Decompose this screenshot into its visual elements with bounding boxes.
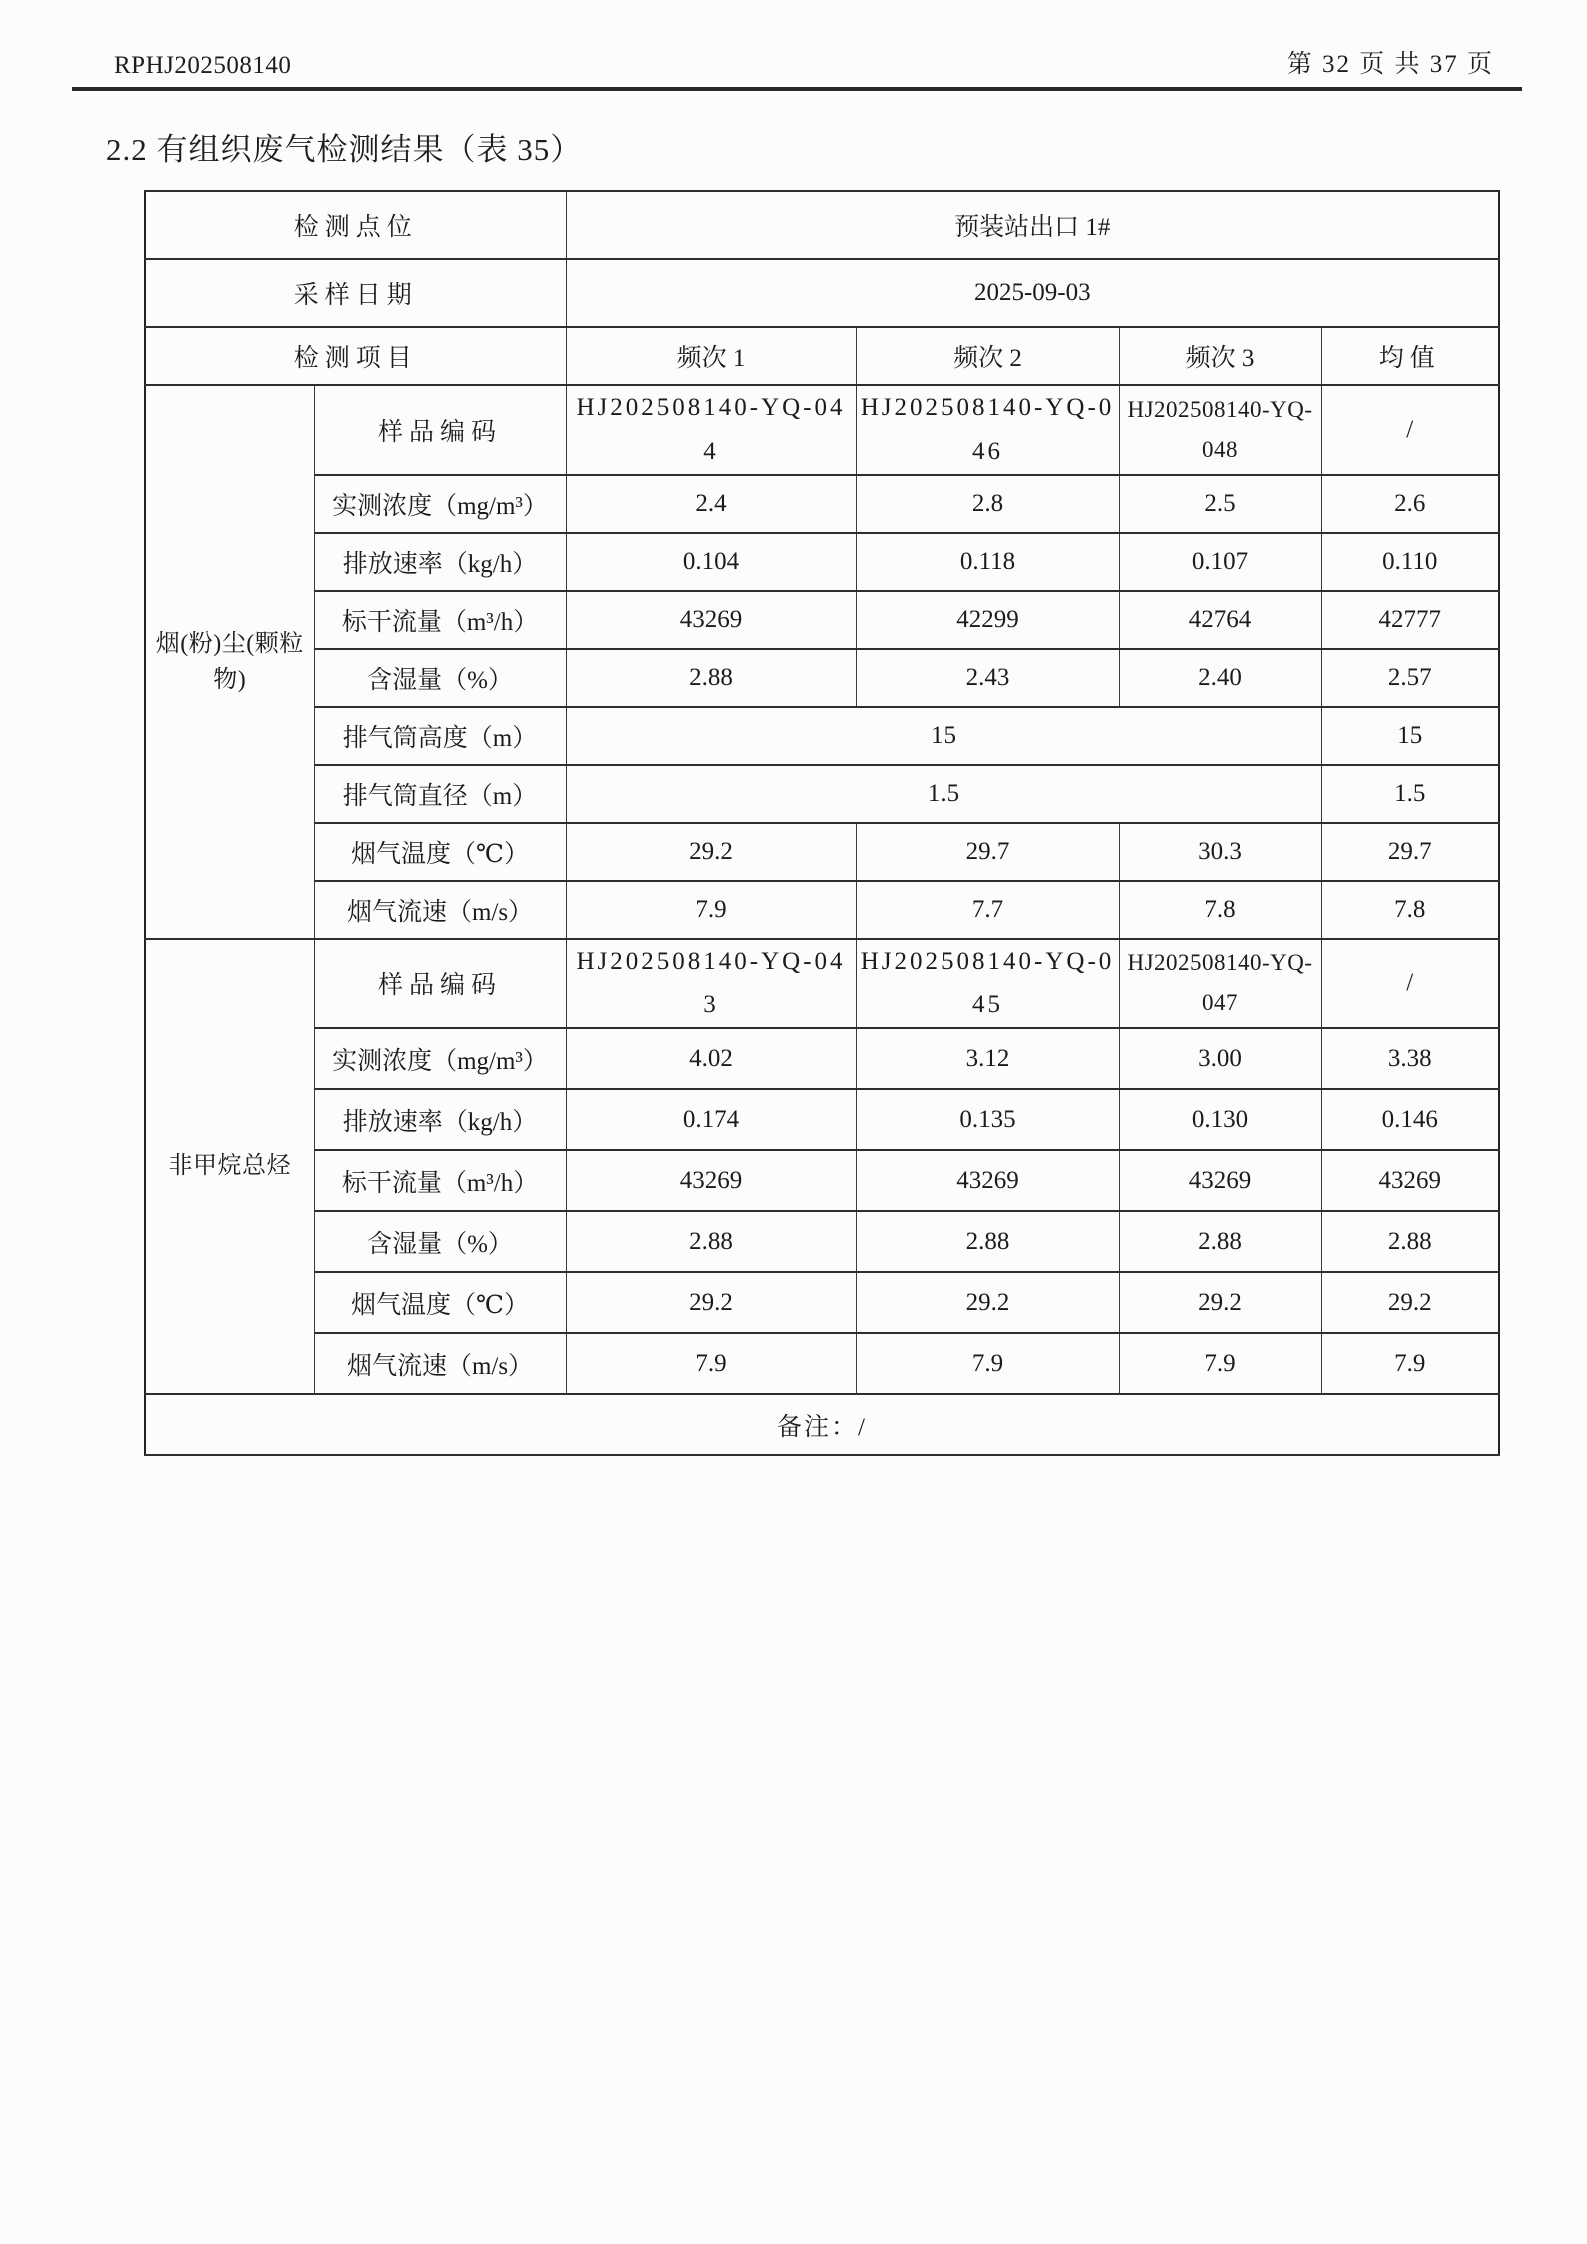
value-cell: 2.88 xyxy=(1321,1211,1499,1272)
value-cell: 43269 xyxy=(1119,1150,1321,1211)
sample-code-cell: HJ202508140-YQ-048 xyxy=(1119,385,1321,475)
value-cell: 42299 xyxy=(856,591,1119,649)
value-cell: 2.6 xyxy=(1321,475,1499,533)
table-row xyxy=(145,1333,1499,1394)
sample-code-cell: HJ202508140-YQ-047 xyxy=(1119,939,1321,1029)
row-label: 含湿量（%） xyxy=(314,1211,566,1272)
remark-cell: 备注：/ xyxy=(145,1394,1499,1455)
sample-code-cell: HJ202508140-YQ-043 xyxy=(566,939,856,1029)
row-label: 排气筒直径（m） xyxy=(314,765,566,823)
merged-value-cell: 15 xyxy=(566,707,1321,765)
row-label: 标干流量（m³/h） xyxy=(314,591,566,649)
sample-code-cell: HJ202508140-YQ-045 xyxy=(856,939,1119,1029)
row-label: 样品编码 xyxy=(314,939,566,1029)
column-header: 频次 1 xyxy=(566,327,856,385)
value-cell: 0.118 xyxy=(856,533,1119,591)
point-value: 预装站出口 1# xyxy=(566,191,1499,259)
value-cell: 0.135 xyxy=(856,1089,1119,1150)
group-label-cell: 非甲烷总烃 xyxy=(145,939,314,1395)
value-cell: 29.2 xyxy=(856,1272,1119,1333)
column-header: 频次 2 xyxy=(856,327,1119,385)
column-header: 频次 3 xyxy=(1119,327,1321,385)
item-label: 检测项目 xyxy=(145,327,566,385)
sample-code-cell: HJ202508140-YQ-046 xyxy=(856,385,1119,475)
table-row xyxy=(145,1150,1499,1211)
row-label: 烟气流速（m/s） xyxy=(314,1333,566,1394)
row-label: 样品编码 xyxy=(314,385,566,475)
section-title: 2.2 有组织废气检测结果（表 35） xyxy=(106,132,583,167)
value-cell: 2.5 xyxy=(1119,475,1321,533)
value-cell: 0.104 xyxy=(566,533,856,591)
row-label: 实测浓度（mg/m³） xyxy=(314,1028,566,1089)
value-cell: 15 xyxy=(1321,707,1499,765)
table-row xyxy=(145,649,1499,707)
row-label: 烟气流速（m/s） xyxy=(314,881,566,939)
table-row xyxy=(145,191,1499,259)
value-cell: 2.8 xyxy=(856,475,1119,533)
value-cell: 4.02 xyxy=(566,1028,856,1089)
value-cell: 3.12 xyxy=(856,1028,1119,1089)
value-cell: 7.7 xyxy=(856,881,1119,939)
value-cell: 3.38 xyxy=(1321,1028,1499,1089)
table-row xyxy=(145,1028,1499,1089)
value-cell: 2.88 xyxy=(566,1211,856,1272)
value-cell: 29.2 xyxy=(566,1272,856,1333)
value-cell: 29.7 xyxy=(856,823,1119,881)
table-row xyxy=(145,475,1499,533)
value-cell: 0.174 xyxy=(566,1089,856,1150)
date-value: 2025-09-03 xyxy=(566,259,1499,327)
column-header: 均值 xyxy=(1321,327,1499,385)
value-cell: 43269 xyxy=(566,591,856,649)
value-cell: 0.107 xyxy=(1119,533,1321,591)
value-cell: 2.88 xyxy=(566,649,856,707)
value-cell: 29.7 xyxy=(1321,823,1499,881)
value-cell: 7.9 xyxy=(1321,1333,1499,1394)
running-header xyxy=(72,44,1522,91)
remark-row xyxy=(145,1394,1499,1455)
date-label: 采样日期 xyxy=(145,259,566,327)
value-cell: 29.2 xyxy=(566,823,856,881)
value-cell: 7.9 xyxy=(566,1333,856,1394)
value-cell: 7.9 xyxy=(1119,1333,1321,1394)
table-row xyxy=(145,533,1499,591)
table-row xyxy=(145,1211,1499,1272)
row-label: 排放速率（kg/h） xyxy=(314,1089,566,1150)
value-cell: 0.110 xyxy=(1321,533,1499,591)
value-cell: 42764 xyxy=(1119,591,1321,649)
table-row xyxy=(145,823,1499,881)
value-cell: 43269 xyxy=(1321,1150,1499,1211)
value-cell: 43269 xyxy=(856,1150,1119,1211)
table-row xyxy=(145,765,1499,823)
table-row xyxy=(145,939,1499,1029)
value-cell: 1.5 xyxy=(1321,765,1499,823)
row-label: 烟气温度（℃） xyxy=(314,1272,566,1333)
table-row xyxy=(145,385,1499,475)
table-row xyxy=(145,1272,1499,1333)
value-cell: 42777 xyxy=(1321,591,1499,649)
value-cell: 3.00 xyxy=(1119,1028,1321,1089)
value-cell: 2.57 xyxy=(1321,649,1499,707)
value-cell: 0.146 xyxy=(1321,1089,1499,1150)
group-label-cell: 烟(粉)尘(颗粒物) xyxy=(145,385,314,939)
row-label: 标干流量（m³/h） xyxy=(314,1150,566,1211)
value-cell: 7.9 xyxy=(856,1333,1119,1394)
row-label: 排气筒高度（m） xyxy=(314,707,566,765)
value-cell: / xyxy=(1321,385,1499,475)
value-cell: 0.130 xyxy=(1119,1089,1321,1150)
value-cell: 2.40 xyxy=(1119,649,1321,707)
value-cell: 2.88 xyxy=(1119,1211,1321,1272)
emission-results-table xyxy=(144,190,1500,1456)
table-row xyxy=(145,707,1499,765)
value-cell: 43269 xyxy=(566,1150,856,1211)
value-cell: / xyxy=(1321,939,1499,1029)
value-cell: 7.8 xyxy=(1321,881,1499,939)
value-cell: 2.4 xyxy=(566,475,856,533)
row-label: 排放速率（kg/h） xyxy=(314,533,566,591)
row-label: 实测浓度（mg/m³） xyxy=(314,475,566,533)
value-cell: 30.3 xyxy=(1119,823,1321,881)
row-label: 含湿量（%） xyxy=(314,649,566,707)
table-row xyxy=(145,591,1499,649)
merged-value-cell: 1.5 xyxy=(566,765,1321,823)
point-label: 检测点位 xyxy=(145,191,566,259)
table-row xyxy=(145,881,1499,939)
value-cell: 29.2 xyxy=(1321,1272,1499,1333)
table-row xyxy=(145,1089,1499,1150)
value-cell: 2.88 xyxy=(856,1211,1119,1272)
value-cell: 2.43 xyxy=(856,649,1119,707)
document-number: RPHJ202508140 xyxy=(114,52,292,79)
table-row xyxy=(145,259,1499,327)
value-cell: 7.8 xyxy=(1119,881,1321,939)
page-number: 第 32 页 共 37 页 xyxy=(1286,51,1494,78)
sample-code-cell: HJ202508140-YQ-044 xyxy=(566,385,856,475)
table-header-row xyxy=(145,327,1499,385)
value-cell: 7.9 xyxy=(566,881,856,939)
row-label: 烟气温度（℃） xyxy=(314,823,566,881)
value-cell: 29.2 xyxy=(1119,1272,1321,1333)
